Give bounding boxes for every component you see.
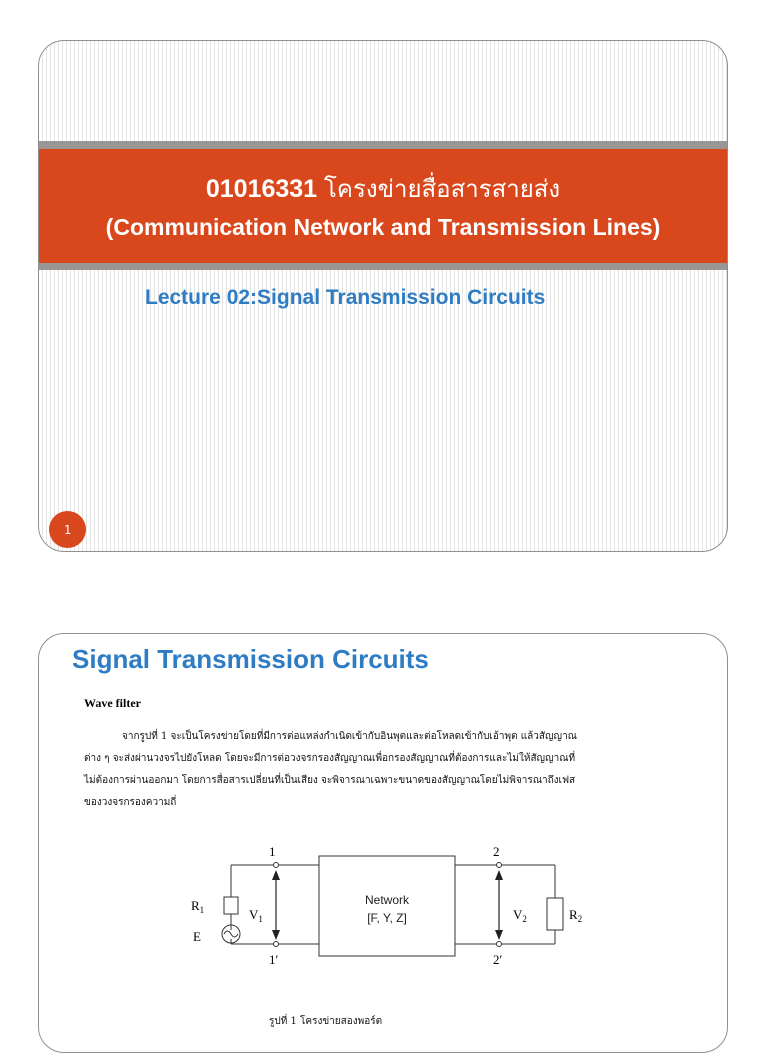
network-label: Network <box>364 893 410 907</box>
course-name-thai: โครงข่ายสื่อสารสายส่ง <box>324 175 561 203</box>
section-heading: Wave filter <box>84 696 141 710</box>
r1-resistor <box>224 897 238 914</box>
terminal-1-prime-label: 1′ <box>269 952 279 967</box>
paragraph-line: จากรูปที่ 1 จะเป็นโครงข่ายโดยที่มีการต่อแหล่งกำเนิดเข้ากับอินพุตและต่อโหลดเข้ากับเอ้าพุต แล้วสัญญาณ <box>122 731 577 742</box>
bottom-divider-band <box>39 263 727 270</box>
r2-resistor <box>547 898 563 930</box>
paragraph-line: ไม่ต้องการผ่านออกมา โดยการสื่อสารเปลี่ยนที่เป็นเสียง จะพิจารณาเฉพาะขนาดของสัญญาณโดยไม่พิจารณาถึงเฟส <box>84 775 576 786</box>
top-divider-band <box>39 141 727 149</box>
figure-caption: รูปที่ 1 โครงข่ายสองพอร์ต <box>269 1016 383 1027</box>
v2-label: $V_2$ <box>513 907 527 924</box>
paragraph-line: ของวงจรกรองความถี่ <box>84 797 177 808</box>
v1-label: $V_1$ <box>249 907 263 924</box>
course-code: 01016331 <box>205 175 318 203</box>
two-port-network-diagram <box>39 634 728 1053</box>
r1-label: $R_1$ <box>191 898 205 915</box>
course-title <box>39 169 727 208</box>
slide-title: Signal Transmission Circuits <box>72 644 429 674</box>
course-name-english: (Communication Network and Transmission Lines) <box>105 214 661 240</box>
terminal-2-label: 2 <box>493 844 500 859</box>
network-params-label: [F, Y, Z] <box>367 911 407 925</box>
source-label: E <box>193 929 201 944</box>
content-slide <box>38 633 728 1053</box>
title-slide <box>38 40 728 552</box>
r2-label: $R_2$ <box>569 907 583 924</box>
page-number-badge: 1 <box>49 511 86 548</box>
paragraph-line: ต่าง ๆ จะส่งผ่านวงจรไปยังโหลด โดยจะมีการต่อวงจรกรองสัญญาณเพื่อกรองสัญญาณที่ต้องการและไม่ให้สัญญาณที่ <box>84 753 576 764</box>
terminal-1-label: 1 <box>269 844 276 859</box>
terminal-2-prime-label: 2′ <box>493 952 503 967</box>
lecture-title: Lecture 02:Signal Transmission Circuits <box>145 286 546 309</box>
